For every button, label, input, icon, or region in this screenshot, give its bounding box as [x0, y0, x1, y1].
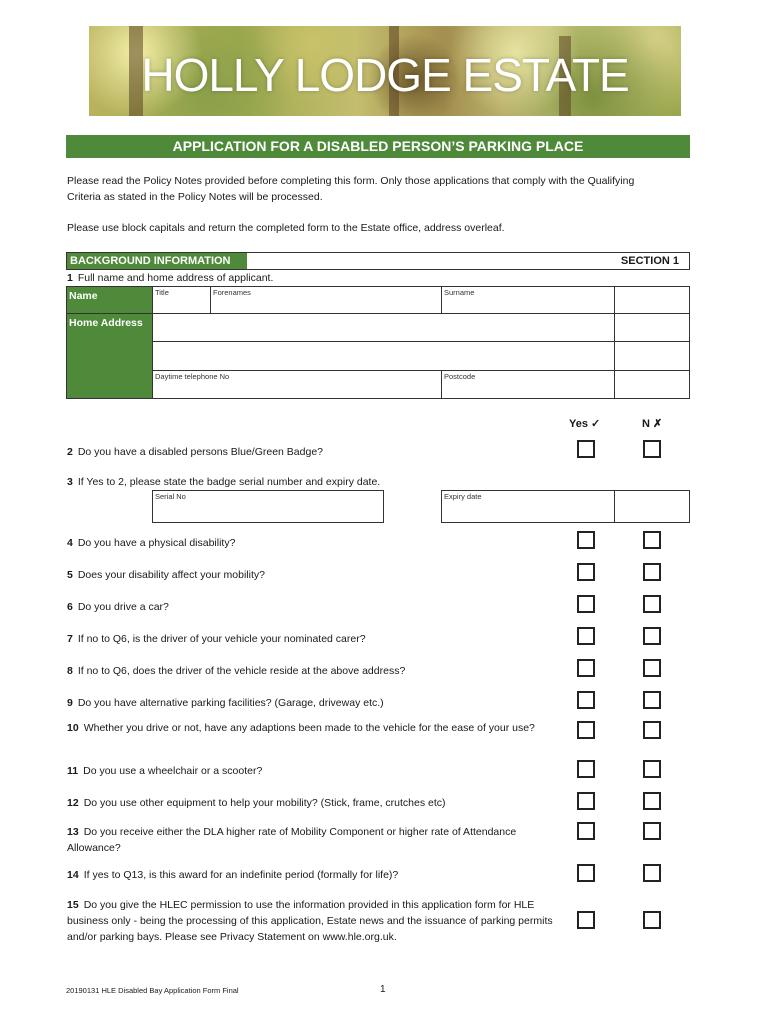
postcode-label: Postcode — [444, 372, 476, 381]
question-text: If no to Q6, does the driver of the vehicle reside at the above address? — [77, 665, 406, 677]
question-text: If yes to Q13, is this award for an indefinite period (formally for life)? — [83, 869, 399, 881]
question-15 — [67, 897, 557, 945]
postcode-extra-field[interactable] — [614, 370, 690, 399]
q15-no-checkbox[interactable] — [643, 911, 661, 929]
q7-no-checkbox[interactable] — [643, 627, 661, 645]
question-text: Whether you drive or not, have any adaptions been made to the vehicle for the ease of your use? — [83, 722, 535, 734]
surname-label: Surname — [444, 288, 475, 297]
question-number: 15 — [67, 899, 79, 911]
q14-no-checkbox[interactable] — [643, 864, 661, 882]
question-number: 12 — [67, 797, 79, 809]
question-13 — [67, 824, 537, 856]
question-text: Do you drive a car? — [77, 601, 169, 613]
question-7 — [67, 631, 366, 647]
question-2 — [67, 444, 323, 460]
expiry-extra-field[interactable] — [614, 490, 690, 523]
q6-yes-checkbox[interactable] — [577, 595, 595, 613]
question-text: Do you have a physical disability? — [77, 537, 236, 549]
serial-no-field[interactable] — [152, 490, 384, 523]
question-number: 13 — [67, 826, 79, 838]
question-number: 9 — [67, 697, 73, 709]
surname-field[interactable] — [441, 286, 615, 314]
question-number: 6 — [67, 601, 73, 613]
daytime-phone-label: Daytime telephone No — [155, 372, 230, 381]
question-1 — [67, 270, 273, 286]
name-extra-field[interactable] — [614, 286, 690, 314]
question-text: Full name and home address of applicant. — [77, 272, 274, 284]
q11-no-checkbox[interactable] — [643, 760, 661, 778]
question-8 — [67, 663, 405, 679]
question-number: 1 — [67, 272, 73, 284]
q10-no-checkbox[interactable] — [643, 721, 661, 739]
q6-no-checkbox[interactable] — [643, 595, 661, 613]
name-label: Name — [69, 290, 98, 302]
question-number: 2 — [67, 446, 73, 458]
question-number: 11 — [67, 765, 79, 777]
question-number: 7 — [67, 633, 73, 645]
daytime-phone-field[interactable] — [152, 370, 442, 399]
question-text: Do you give the HLEC permission to use the information provided in this application form for HLE business only - being the processing of this application, Estate news and the issuance of parking permits and/or parking bays. Please see Privacy Statement on www.hle.org.uk. — [67, 899, 553, 943]
q9-no-checkbox[interactable] — [643, 691, 661, 709]
question-number: 5 — [67, 569, 73, 581]
address-line-2-field[interactable] — [152, 341, 615, 371]
document-reference: 20190131 HLE Disabled Bay Application Form Final — [66, 986, 239, 995]
address-line-1-extra[interactable] — [614, 313, 690, 342]
expiry-date-field[interactable] — [441, 490, 615, 523]
q8-no-checkbox[interactable] — [643, 659, 661, 677]
question-number: 14 — [67, 869, 79, 881]
q5-yes-checkbox[interactable] — [577, 563, 595, 581]
address-line-2-extra[interactable] — [614, 341, 690, 371]
question-text: Do you receive either the DLA higher rate of Mobility Component or higher rate of Attendance Allowance? — [67, 826, 517, 854]
question-number: 3 — [67, 476, 73, 488]
q11-yes-checkbox[interactable] — [577, 760, 595, 778]
question-text: Do you have alternative parking facilities? (Garage, driveway etc.) — [77, 697, 384, 709]
q12-no-checkbox[interactable] — [643, 792, 661, 810]
question-10 — [67, 720, 547, 736]
question-3 — [67, 474, 380, 490]
no-column-header: N ✗ — [642, 418, 663, 430]
question-14 — [67, 867, 398, 883]
section-header — [66, 252, 690, 270]
section-number: SECTION 1 — [620, 255, 679, 267]
address-line-1-field[interactable] — [152, 313, 615, 342]
q13-no-checkbox[interactable] — [643, 822, 661, 840]
question-number: 8 — [67, 665, 73, 677]
q15-yes-checkbox[interactable] — [577, 911, 595, 929]
banner-image — [89, 26, 681, 116]
estate-logo-title: HOLLY LODGE ESTATE — [141, 49, 629, 101]
q2-no-checkbox[interactable] — [643, 440, 661, 458]
q14-yes-checkbox[interactable] — [577, 864, 595, 882]
forenames-label: Forenames — [213, 288, 251, 297]
question-text: Do you use a wheelchair or a scooter? — [83, 765, 263, 777]
question-text: Do you have a disabled persons Blue/Green Badge? — [77, 446, 324, 458]
question-11 — [67, 763, 262, 779]
q10-yes-checkbox[interactable] — [577, 721, 595, 739]
question-5 — [67, 567, 265, 583]
q13-yes-checkbox[interactable] — [577, 822, 595, 840]
postcode-field[interactable] — [441, 370, 615, 399]
q2-yes-checkbox[interactable] — [577, 440, 595, 458]
question-9 — [67, 695, 384, 711]
q7-yes-checkbox[interactable] — [577, 627, 595, 645]
title-field[interactable] — [152, 286, 211, 314]
q5-no-checkbox[interactable] — [643, 563, 661, 581]
question-text: If no to Q6, is the driver of your vehicle your nominated carer? — [77, 633, 366, 645]
yes-column-header: Yes ✓ — [569, 418, 601, 430]
q4-yes-checkbox[interactable] — [577, 531, 595, 549]
form-title: APPLICATION FOR A DISABLED PERSON’S PARKING PLACE — [66, 135, 690, 158]
question-number: 4 — [67, 537, 73, 549]
page-number: 1 — [380, 984, 386, 995]
question-text: Does your disability affect your mobility? — [77, 569, 265, 581]
question-number: 10 — [67, 722, 79, 734]
question-6 — [67, 599, 169, 615]
forenames-field[interactable] — [210, 286, 442, 314]
serial-no-label: Serial No — [155, 492, 186, 501]
home-address-label-cell — [66, 313, 153, 399]
question-4 — [67, 535, 235, 551]
q8-yes-checkbox[interactable] — [577, 659, 595, 677]
question-text: Do you use other equipment to help your mobility? (Stick, frame, crutches etc) — [83, 797, 446, 809]
q9-yes-checkbox[interactable] — [577, 691, 595, 709]
expiry-date-label: Expiry date — [444, 492, 482, 501]
question-text: If Yes to 2, please state the badge serial number and expiry date. — [77, 476, 381, 488]
intro-paragraph-2: Please use block capitals and return the completed form to the Estate office, address overleaf. — [67, 222, 505, 234]
name-label-cell — [66, 286, 153, 314]
q12-yes-checkbox[interactable] — [577, 792, 595, 810]
question-12 — [67, 795, 446, 811]
section-label: BACKGROUND INFORMATION — [67, 253, 247, 269]
home-address-label: Home Address — [69, 317, 143, 329]
q4-no-checkbox[interactable] — [643, 531, 661, 549]
title-label: Title — [155, 288, 169, 297]
intro-paragraph-1: Please read the Policy Notes provided before completing this form. Only those applications that comply with the Qualifying Criteria as stated in the Policy Notes will be processed. — [67, 175, 635, 203]
